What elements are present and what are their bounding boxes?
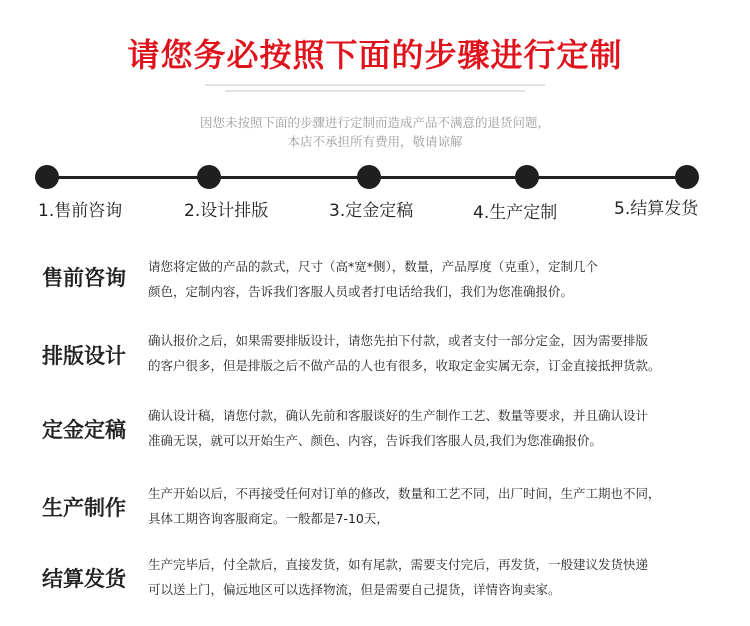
section-line: 生产开始以后，不再接受任何对订单的修改，数量和工艺不同，出厂时间，生产工期也不同， <box>148 486 661 501</box>
step-label-5: 5.结算发货 <box>614 199 699 219</box>
step-label-4: 4.生产定制 <box>473 203 558 223</box>
notice-line-2: 本店不承担所有费用，敬请谅解 <box>287 134 463 149</box>
section-line: 准确无误，就可以开始生产、颜色、内容，告诉我们客服人员,我们为您准确报价。 <box>148 433 602 448</box>
section-heading-settlement: 结算发货 <box>42 567 126 591</box>
decorative-lines <box>150 80 600 102</box>
step-label-3: 3.定金定稿 <box>329 201 414 221</box>
timeline-dot-1 <box>35 165 59 189</box>
timeline-dot-3 <box>357 165 381 189</box>
section-body-presale <box>148 254 718 304</box>
section-heading-layout: 排版设计 <box>42 344 126 368</box>
section-body-deposit <box>148 403 718 453</box>
section-body-production <box>148 481 718 531</box>
section-body-settlement <box>148 552 718 602</box>
notice-line-1: 因您未按照下面的步骤进行定制而造成产品不满意的退货问题， <box>199 115 550 130</box>
section-heading-presale: 售前咨询 <box>42 266 126 290</box>
section-body-layout <box>148 328 718 378</box>
timeline-dot-2 <box>197 165 221 189</box>
page-title: 请您务必按照下面的步骤进行定制 <box>127 36 623 74</box>
section-line: 生产完毕后，付全款后，直接发货，如有尾款，需要支付完后，再发货，一般建议发货快递 <box>148 557 649 572</box>
section-line: 确认报价之后，如果需要排版设计，请您先拍下付款，或者支付一部分定金，因为需要排版 <box>148 333 649 348</box>
section-line: 颜色，定制内容，告诉我们客服人员或者打电话给我们，我们为您准确报价。 <box>148 284 574 299</box>
section-line: 可以送上门，偏远地区可以选择物流，但是需要自己提货，详情咨询卖家。 <box>148 582 561 597</box>
section-line: 请您将定做的产品的款式，尺寸（高*宽*侧），数量，产品厚度（克重），定制几个 <box>148 259 599 274</box>
section-heading-deposit: 定金定稿 <box>42 418 126 442</box>
step-label-1: 1.售前咨询 <box>38 201 123 221</box>
section-line: 具体工期咨询客服商定。一般都是7-10天， <box>148 511 389 526</box>
timeline-dot-5 <box>675 165 699 189</box>
section-line: 确认设计稿，请您付款，确认先前和客服谈好的生产制作工艺、数量等要求，并且确认设计 <box>148 408 649 423</box>
step-label-2: 2.设计排版 <box>184 201 269 221</box>
section-heading-production: 生产制作 <box>42 496 126 520</box>
section-line: 的客户很多，但是排版之后不做产品的人也有很多，收取定金实属无奈，订金直接抵押货款。 <box>148 358 661 373</box>
timeline-dot-4 <box>515 165 539 189</box>
